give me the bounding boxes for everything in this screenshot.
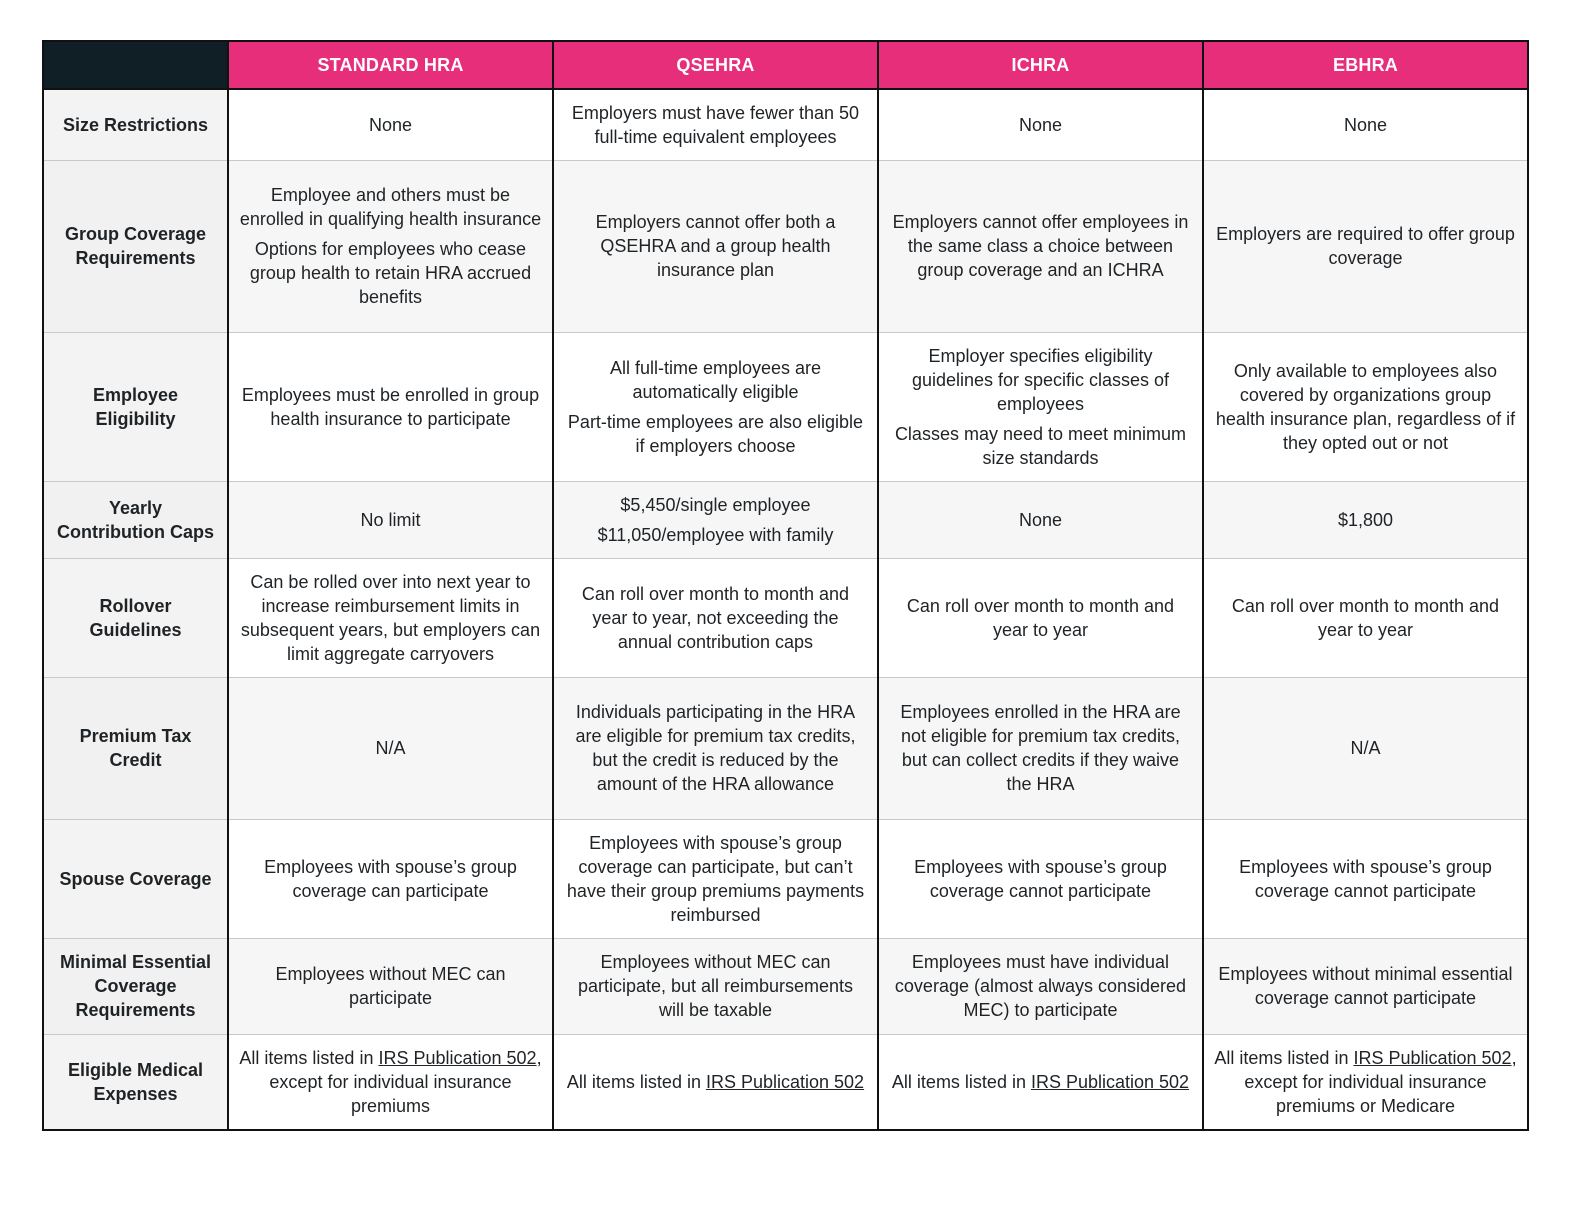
table-row — [43, 558, 1528, 677]
row-label: Yearly Contribution Caps — [43, 481, 228, 558]
cell-text: None — [1018, 114, 1063, 135]
table-row — [43, 481, 1528, 558]
cell-text: Employers cannot offer employees in the same class a choice between group coverage and an ICHRA — [892, 212, 1189, 280]
cell-ichra — [878, 677, 1203, 819]
cell-text: Employees without minimal essential coverage cannot participate — [1218, 964, 1513, 1008]
cell-ebhra — [1203, 160, 1528, 332]
row-label: Group Coverage Requirements — [43, 160, 228, 332]
cell-text: Employee and others must be enrolled in qualifying health insurance — [239, 185, 542, 229]
header-corner-cell — [43, 41, 228, 89]
cell-text-prefix: All items listed in — [891, 1071, 1031, 1092]
cell-text-suffix: , except for individual insurance premiums or Medicare — [1244, 1047, 1517, 1116]
cell-text: Employees with spouse’s group coverage cannot participate — [914, 856, 1167, 901]
cell-ichra — [878, 819, 1203, 938]
cell-qsehra — [553, 1034, 878, 1130]
cell-text: Can roll over month to month and year to year — [906, 595, 1175, 640]
table-row — [43, 938, 1528, 1034]
cell-ebhra — [1203, 1034, 1528, 1130]
cell-text: Employees must be enrolled in group health insurance to participate — [241, 384, 540, 429]
cell-standard-hra — [228, 481, 553, 558]
row-label: Minimal Essential Coverage Requirements — [43, 938, 228, 1034]
row-label: Spouse Coverage — [43, 819, 228, 938]
cell-text-suffix: , except for individual insurance premiums — [269, 1047, 542, 1116]
cell-ebhra — [1203, 677, 1528, 819]
row-label: Eligible Medical Expenses — [43, 1034, 228, 1130]
cell-text: Options for employees who cease group health to retain HRA accrued benefits — [249, 239, 532, 307]
cell-text: N/A — [375, 738, 406, 758]
cell-standard-hra — [228, 89, 553, 160]
cell-text: Employees with spouse’s group coverage can participate — [264, 856, 517, 901]
cell-standard-hra — [228, 558, 553, 677]
cell-qsehra — [553, 938, 878, 1034]
cell-text: Can roll over month to month and year to year, not exceeding the annual contribution caps — [581, 583, 850, 652]
cell-text-prefix: All items listed in — [239, 1047, 379, 1068]
cell-qsehra — [553, 677, 878, 819]
cell-standard-hra — [228, 819, 553, 938]
cell-text: Employees must have individual coverage (almost always considered MEC) to participate — [894, 952, 1187, 1020]
cell-text: Can be rolled over into next year to increase reimbursement limits in subsequent years, but employers can limit aggregate carryovers — [240, 571, 541, 664]
irs-publication-502-link[interactable]: IRS Publication 502 — [1353, 1047, 1512, 1068]
cell-ichra — [878, 938, 1203, 1034]
cell-ichra — [878, 558, 1203, 677]
cell-text: Employees without MEC can participate, but all reimbursements will be taxable — [577, 952, 854, 1020]
table-row — [43, 89, 1528, 160]
column-header-standard-hra: STANDARD HRA — [228, 41, 553, 89]
cell-standard-hra — [228, 160, 553, 332]
row-label: Premium Tax Credit — [43, 677, 228, 819]
hra-comparison-table — [42, 40, 1529, 1131]
cell-text: None — [1343, 114, 1388, 135]
table-body — [43, 89, 1528, 1130]
cell-text: $11,050/employee with family — [597, 524, 834, 545]
cell-text: Part-time employees are also eligible if employers choose — [567, 411, 864, 456]
cell-qsehra — [553, 89, 878, 160]
cell-standard-hra — [228, 938, 553, 1034]
cell-qsehra — [553, 481, 878, 558]
cell-text: Only available to employees also covered by organizations group health insurance plan, regardless of if they opted out or not — [1215, 360, 1516, 453]
cell-text-prefix: All items listed in — [566, 1071, 706, 1092]
cell-text-prefix: All items listed in — [1214, 1047, 1354, 1068]
cell-standard-hra — [228, 332, 553, 481]
cell-qsehra — [553, 558, 878, 677]
cell-text: Employees without MEC can participate — [275, 964, 506, 1008]
cell-qsehra — [553, 332, 878, 481]
cell-text: N/A — [1350, 738, 1381, 758]
row-label: Size Restrictions — [43, 89, 228, 160]
cell-ebhra — [1203, 332, 1528, 481]
row-label: Employee Eligibility — [43, 332, 228, 481]
cell-text: Employees with spouse’s group coverage can participate, but can’t have their group premiums payments reimbursed — [566, 832, 865, 925]
cell-standard-hra — [228, 677, 553, 819]
cell-ichra — [878, 481, 1203, 558]
column-header-qsehra: QSEHRA — [553, 41, 878, 89]
cell-ebhra — [1203, 558, 1528, 677]
irs-publication-502-link[interactable]: IRS Publication 502 — [1030, 1071, 1190, 1092]
column-header-ichra: ICHRA — [878, 41, 1203, 89]
cell-text: $5,450/single employee — [620, 494, 811, 515]
cell-ebhra — [1203, 819, 1528, 938]
cell-text: Can roll over month to month and year to year — [1231, 595, 1500, 640]
cell-text: None — [368, 114, 413, 135]
cell-standard-hra — [228, 1034, 553, 1130]
cell-text: No limit — [360, 509, 421, 530]
cell-ebhra — [1203, 89, 1528, 160]
cell-ichra — [878, 89, 1203, 160]
cell-text: All full-time employees are automatically eligible — [609, 357, 822, 402]
cell-ebhra — [1203, 938, 1528, 1034]
cell-qsehra — [553, 160, 878, 332]
cell-text: Employers must have fewer than 50 full-time equivalent employees — [571, 102, 860, 147]
cell-text: Employer specifies eligibility guidelines for specific classes of employees — [911, 345, 1170, 414]
table-row — [43, 1034, 1528, 1130]
cell-text: Classes may need to meet minimum size standards — [894, 423, 1187, 468]
table-row — [43, 160, 1528, 332]
cell-text: Individuals participating in the HRA are eligible for premium tax credits, but the credit is reduced by the amount of the HRA allowance — [575, 702, 856, 794]
cell-text: Employers cannot offer both a QSEHRA and a group health insurance plan — [595, 212, 836, 280]
cell-text: None — [1018, 509, 1063, 530]
cell-ichra — [878, 332, 1203, 481]
cell-text: Employees enrolled in the HRA are not eligible for premium tax credits, but can collect credits if they waive the HRA — [900, 702, 1181, 794]
irs-publication-502-link[interactable]: IRS Publication 502 — [705, 1071, 865, 1092]
cell-ichra — [878, 160, 1203, 332]
cell-qsehra — [553, 819, 878, 938]
irs-publication-502-link[interactable]: IRS Publication 502 — [378, 1047, 537, 1068]
table-row — [43, 332, 1528, 481]
column-header-ebhra: EBHRA — [1203, 41, 1528, 89]
table-row — [43, 677, 1528, 819]
cell-text: $1,800 — [1337, 509, 1394, 530]
cell-ebhra — [1203, 481, 1528, 558]
row-label: Rollover Guidelines — [43, 558, 228, 677]
table-row — [43, 819, 1528, 938]
cell-ichra — [878, 1034, 1203, 1130]
cell-text: Employers are required to offer group coverage — [1216, 224, 1515, 268]
cell-text: Employees with spouse’s group coverage cannot participate — [1239, 856, 1492, 901]
header-row — [43, 41, 1528, 89]
